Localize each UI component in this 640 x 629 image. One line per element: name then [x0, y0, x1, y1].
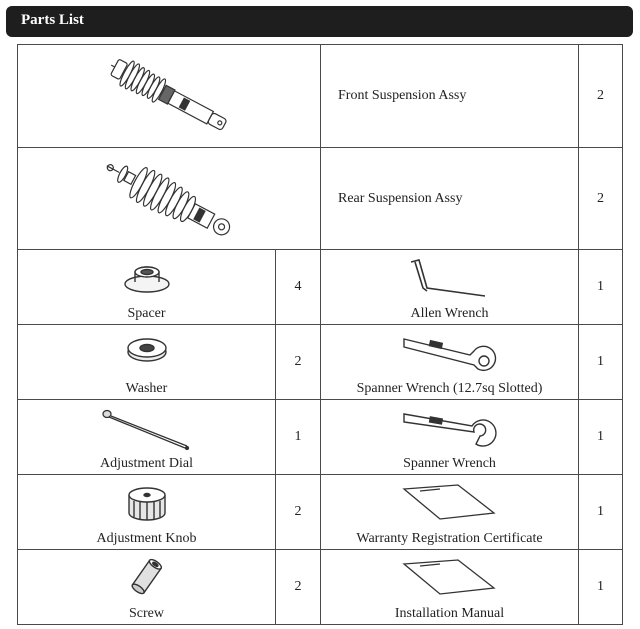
spanner-wrench-cell — [321, 400, 579, 475]
spacer-cell — [18, 250, 276, 325]
table-row — [18, 45, 623, 148]
rear-suspension-name: Rear Suspension Assy — [321, 148, 579, 250]
front-suspension-name: Front Suspension Assy — [321, 45, 579, 148]
certificate-name: Warranty Registration Certificate — [356, 531, 543, 546]
adjustment-dial-qty: 1 — [276, 400, 321, 475]
adjustment-knob-name: Adjustment Knob — [96, 531, 197, 546]
rear-suspension-icon — [94, 152, 244, 248]
slotted-spanner-qty: 1 — [579, 325, 623, 400]
front-suspension-image-cell — [18, 45, 321, 148]
allen-wrench-qty: 1 — [579, 250, 623, 325]
washer-cell — [18, 325, 276, 400]
adjustment-knob-cell — [18, 475, 276, 550]
washer-icon — [122, 333, 172, 367]
parts-table — [17, 44, 623, 625]
washer-name: Washer — [125, 381, 168, 396]
slotted-spanner-cell — [321, 325, 579, 400]
spacer-name: Spacer — [127, 306, 166, 321]
screw-qty: 2 — [276, 550, 321, 625]
page-title: Parts List — [21, 12, 84, 28]
rear-suspension-qty: 2 — [579, 148, 623, 250]
adjustment-knob-icon — [124, 483, 170, 527]
adjustment-dial-name: Adjustment Dial — [100, 456, 193, 471]
screw-icon — [125, 558, 169, 598]
allen-wrench-icon — [405, 258, 495, 300]
certificate-qty: 1 — [579, 475, 623, 550]
parts-list-header — [6, 6, 633, 37]
table-row — [18, 250, 623, 325]
spacer-icon — [117, 258, 177, 298]
spanner-wrench-icon — [400, 408, 500, 448]
certificate-cell — [321, 475, 579, 550]
adjustment-knob-qty: 2 — [276, 475, 321, 550]
table-row — [18, 550, 623, 625]
front-suspension-icon — [99, 49, 239, 145]
rear-suspension-image-cell — [18, 148, 321, 250]
table-row — [18, 325, 623, 400]
spanner-wrench-qty: 1 — [579, 400, 623, 475]
spanner-wrench-name: Spanner Wrench — [403, 456, 496, 471]
slotted-spanner-name: Spanner Wrench (12.7sq Slotted) — [356, 381, 543, 396]
screw-name: Screw — [129, 606, 164, 621]
adjustment-dial-cell — [18, 400, 276, 475]
slotted-spanner-icon — [400, 333, 500, 373]
adjustment-dial-icon — [99, 408, 195, 452]
screw-cell — [18, 550, 276, 625]
certificate-icon — [400, 483, 500, 523]
manual-qty: 1 — [579, 550, 623, 625]
front-suspension-qty: 2 — [579, 45, 623, 148]
table-row — [18, 148, 623, 250]
manual-cell — [321, 550, 579, 625]
washer-qty: 2 — [276, 325, 321, 400]
manual-name: Installation Manual — [394, 606, 505, 621]
allen-wrench-cell — [321, 250, 579, 325]
table-row — [18, 400, 623, 475]
table-row — [18, 475, 623, 550]
allen-wrench-name: Allen Wrench — [410, 306, 489, 321]
manual-icon — [400, 558, 500, 598]
spacer-qty: 4 — [276, 250, 321, 325]
